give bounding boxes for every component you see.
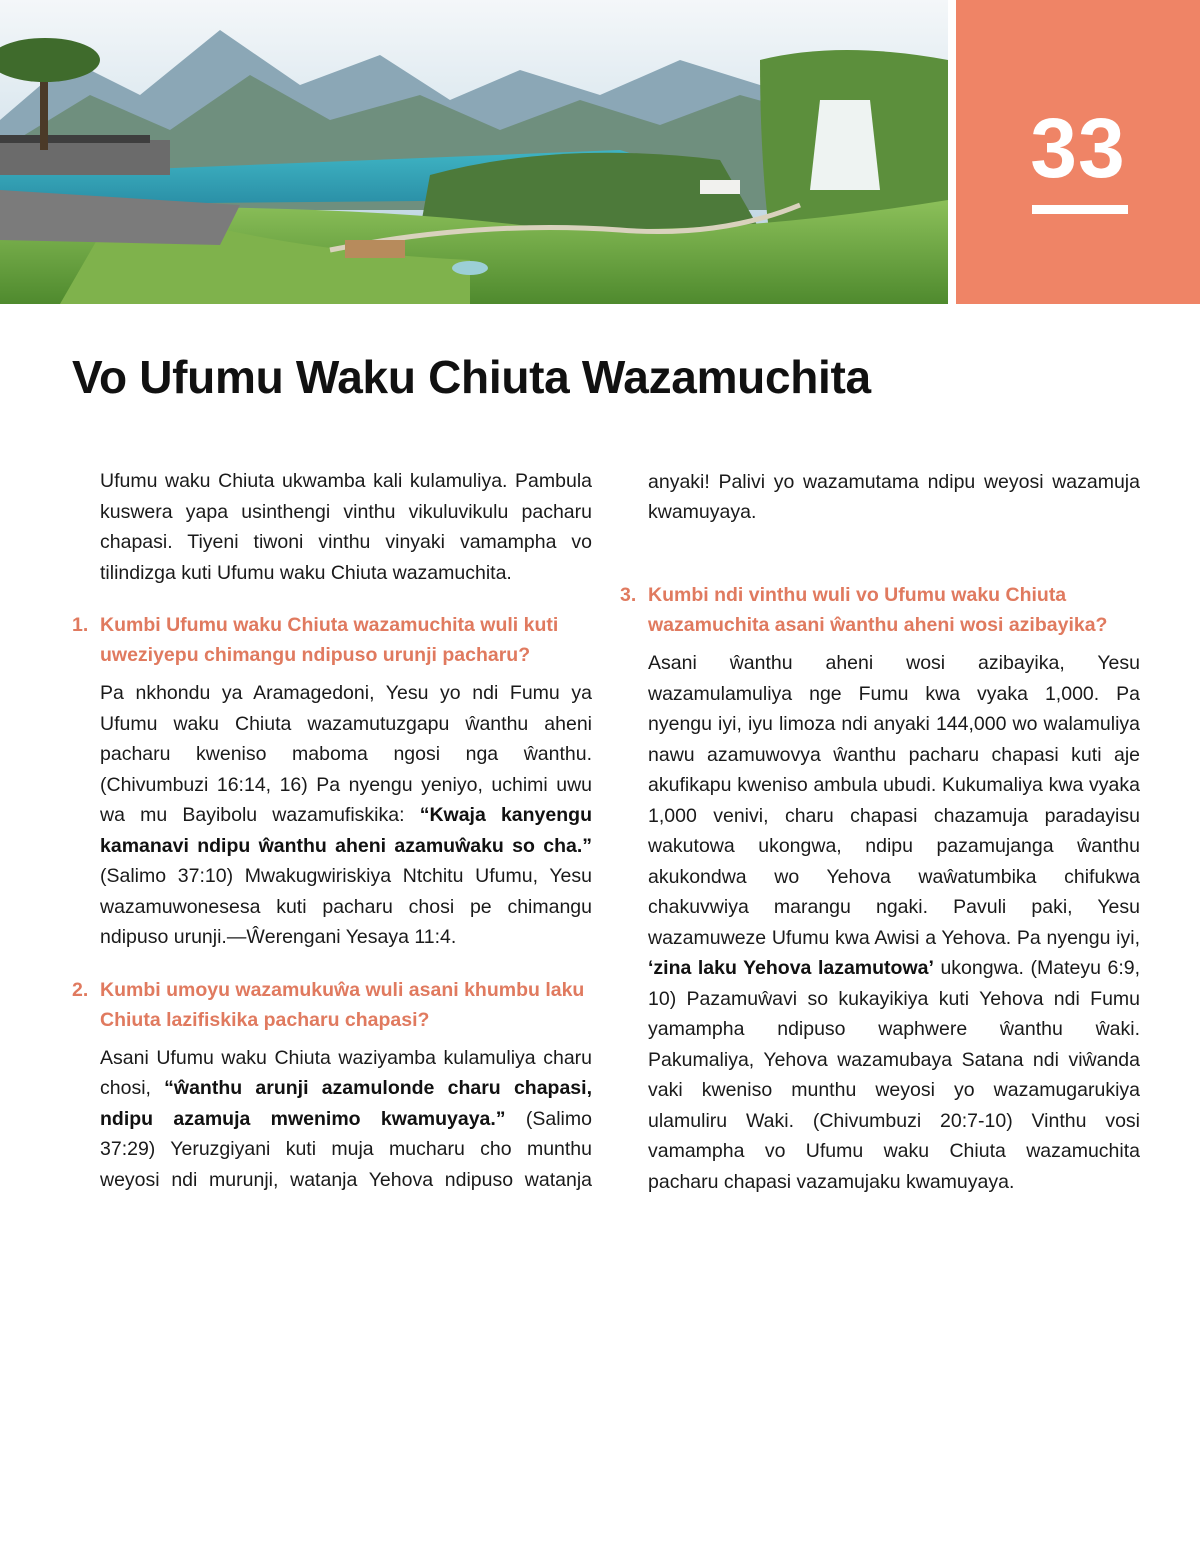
intro-paragraph: Ufumu waku Chiuta ukwamba kali kulamuliya. Pambula kuswera yapa usinthengi vinthu vikuluvikulu pacharu chapasi. Tiyeni tiwoni vinthu vinyaki vamampha vo tilindizga kuti Ufumu waku Chiuta wazamuchita.	[100, 470, 592, 584]
paradise-landscape-image	[0, 0, 948, 304]
answer-text: (Salimo 37:29) Yeruzgiyani kuti muja mucharu cho munthu weyosi ndi murunji, watanja Yehova ndipuso watanja	[100, 1107, 592, 1191]
chapter-number-box	[956, 0, 1200, 304]
question-number: 3.	[620, 584, 637, 606]
question-1	[72, 610, 592, 670]
left-column	[72, 466, 592, 1217]
question-number: 1.	[72, 614, 89, 636]
chapter-underline	[1032, 205, 1128, 214]
answer-text: Asani ŵanthu aheni wosi azibayika, Yesu wazamulamuliya nge Fumu kwa vyaka 1,000. Pa nyengu iyi, iyu limoza ndi anyaki 144,000 wo walamuliya nawu azamuwovya ŵanthu pacharu chapasi kuti aje akufikapu kweniso ambula ubudi. Kukumaliya kwa vyaka 1,000 venivi, charu chapasi chazamuja paradayisu wakutowa ukongwa, ndipu pazamujanga ŵanthu akukondwa wo Yehova waŵatumbika chifukwa chakuvwiya marangu ngaki. Pavuli paki, Yesu wazamuweze Ufumu kwa Awisi a Yehova. Pa nyengu iyi,	[648, 652, 1140, 949]
answer-2-continued	[620, 466, 1140, 558]
answer-1	[72, 678, 592, 953]
answer-text: (Salimo 37:10) Mwakugwiriskiya Ntchitu Ufumu, Yesu wazamuwonesesa kuti pacharu chosi pe chimangu ndipuso urunji.—Ŵerengani Yesaya 11:4.	[100, 865, 592, 948]
question-text: Kumbi umoyu wazamukuŵa wuli asani khumbu laku Chiuta lazifiskika pacharu chapasi?	[100, 978, 585, 1031]
answer-text: Pa nkhondu ya Aramagedoni, Yesu yo ndi Fumu ya Ufumu waku Chiuta wazamutuzgapu ŵanthu aheni pacharu kweniso maboma ngosi nga ŵanthu. (Chivumbuzi 16:14, 16) Pa nyengu yeniyo, uchimi uwu wa mu Bayibolu wazamufiskika:	[100, 682, 592, 826]
page-title: Vo Ufumu Waku Chiuta Wazamuchita	[72, 351, 871, 403]
question-number: 2.	[72, 978, 89, 1001]
right-column	[620, 466, 1140, 1219]
answer-text: anyaki! Palivi yo wazamutama ndipu weyosi wazamuja kwamuyaya.	[648, 470, 1140, 523]
chapter-banner	[0, 0, 1200, 304]
question-3	[620, 580, 1140, 640]
answer-2	[72, 1043, 592, 1195]
scripture-quote: “Kwaja kanyengu kamanavi ndipu ŵanthu aheni azamuŵaku so cha.”	[100, 804, 592, 857]
answer-text: Asani Ufumu waku Chiuta waziyamba kulamuliya charu chosi,	[100, 1046, 592, 1099]
answer-continuation	[648, 466, 1140, 528]
answer-3	[620, 648, 1140, 1197]
question-2	[72, 975, 592, 1035]
scripture-quote: ‘zina laku Yehova lazamutowa’	[648, 957, 934, 979]
answer-text: ukongwa. (Mateyu 6:9, 10) Pazamuŵavi so kukayikiya kuti Yehova ndi Fumu yamampha ndipuso waphwere ŵanthu ŵaki. Pakumaliya, Yehova wazamubaya Satana ndi viŵanda vaki kweniso munthu weyosi yo wazamugarukiya ulamuliru Waki. (Chivumbuzi 20:7-10) Vinthu vosi vamampha vo Ufumu waku Chiuta wazamuchita pacharu chapasi vazamujaku kwamuyaya.	[648, 957, 1140, 1193]
question-text: Kumbi ndi vinthu wuli vo Ufumu waku Chiuta wazamuchita asani ŵanthu aheni wosi azibayika?	[648, 584, 1108, 636]
scripture-quote: “ŵanthu arunji azamulonde charu chapasi, ndipu azamuja mwenimo kwamuyaya.”	[100, 1077, 592, 1130]
question-text: Kumbi Ufumu waku Chiuta wazamuchita wuli kuti uweziyepu chimangu ndipuso urunji pacharu?	[100, 614, 559, 666]
landscape-illustration	[0, 0, 948, 304]
chapter-number: 33	[1030, 101, 1126, 195]
